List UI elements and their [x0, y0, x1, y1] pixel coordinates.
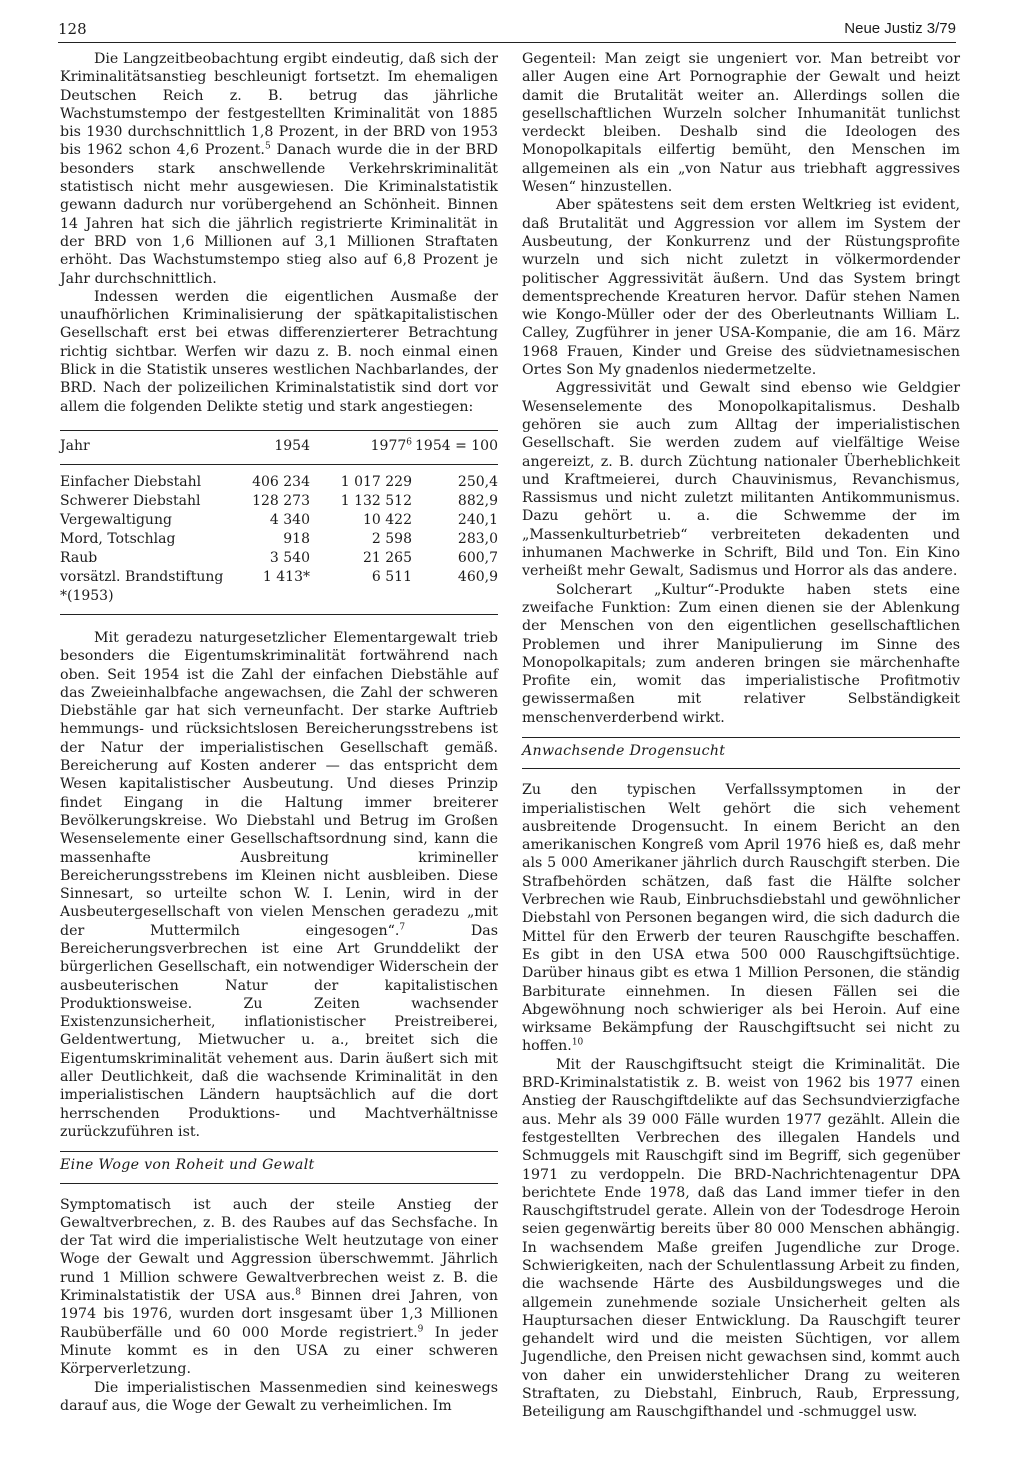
table-cell: 2 598	[371, 530, 412, 547]
table-row	[60, 568, 498, 587]
table-cell: 250,4	[457, 473, 498, 490]
table-note-row	[60, 587, 498, 614]
paragraph: Symptomatisch ist auch der steile Anstieg der Gewaltverbrechen, z. B. des Raubes auf das Sechsfache. In der Tat wird die imperialistische Welt heutzutage von einer Woge der Gewalt und Aggression überschwemmt. Jährlich rund 1 Million schwere Gewaltverbrechen weist z. B. die Kriminalstatistik der USA aus.$^8$ Binnen drei Jahren, von 1974 bis 1976, wurden dort insgesamt über 1,3 Millionen Raubüberfälle und 60 000 Morde registriert.$^9$ In jeder Minute kommt es in den USA zu einer schweren Körperverletzung.	[60, 1196, 498, 1378]
table-cell: 600,7	[457, 549, 498, 566]
paragraph: Die Langzeitbeobachtung ergibt eindeutig, daß sich der Kriminalitätsanstieg beschleunigt fortsetzt. Im ehemaligen Deutschen Reich z. B. betrug das jährliche Wachstumstempo der festgestellten Kriminalität von 1885 bis 1930 durchschnittlich 1,8 Prozent, in der BRD von 1953 bis 1962 schon 4,6 Prozent.$^5$ Danach wurde die in der BRD besonders stark anschwellende Verkehrskriminalität statistisch nicht mehr ausgewiesen. Die Kriminalstatistik gewann dadurch nur vorübergehend an Schönheit. Binnen 14 Jahren hat sich die jährlich registrierte Kriminalität in der BRD von 1,6 Millionen auf 3,1 Millionen Straftaten erhöht. Das Wachstumstempo stieg also auf 6,8 Prozent je Jahr durchschnittlich.	[60, 51, 498, 287]
page-number: 128	[58, 20, 87, 38]
table-cell: 882,9	[457, 492, 498, 509]
page-header	[58, 14, 956, 43]
paragraph: Solcherart „Kultur“-Produkte haben stets eine zweifache Funktion: Zum einen dienen sie der Ablenkung der Menschen von den eigentlichen gesellschaftlichen Problemen und ihrer Manipulierung im Sinne des Monopolkapitals; zum anderen bringen sie märchenhafte Profite ein, womit das imperialistische Profitmotiv gewissermaßen mit relativer Selbständigkeit menschenverderbend wirkt.	[522, 581, 960, 726]
table-cell: 6 511	[371, 568, 412, 585]
paragraph: Mit der Rauschgiftsucht steigt die Kriminalität. Die BRD-Kriminalstatistik z. B. weist von 1962 bis 1977 einen Anstieg der Rauschgiftdelikte auf das Sechsundvierzigfache aus. Mehr als 39 000 Fälle wurden 1977 gezählt. Allein die festgestellten Verbrechen des illegalen Handels und Schmuggels mit Rauschgift sind im Begriff, sich gegenüber 1971 zu verdoppeln. Die BRD-Nachrichtenagentur DPA berichtete Ende 1978, daß das Land immer tiefer in den Rauschgiftstrudel gerate. Allein von der Todesdroge Heroin seien gegenwärtig bereits über 80 000 Menschen abhängig. In wachsendem Maße greifen Jugendliche zur Droge. Schwierigkeiten, nach der Schulentlassung Arbeit zu finden, die wachsende Härte des Ausbildungsweges und die allgemein zunehmende soziale Unsicherheit gelten als Hauptursachen dieser Entwicklung. Da Rauschgift teurer gehandelt wird und die meisten Süchtigen, vor allem Jugendliche, den Preisen nicht gewachsen sind, kommt auch von daher ein unwiderstehlicher Drang zu weiteren Straftaten, zu Diebstahl, Einbruch, Raub, Erpressung, Beteiligung am Rauschgifthandel und -schmuggel usw.	[522, 1056, 960, 1421]
footnote-ref: 8	[295, 1287, 301, 1298]
table-cell: 406 234	[252, 473, 310, 490]
table-cell: 460,9	[457, 568, 498, 585]
table-row	[60, 492, 498, 511]
table-cell: 128 273	[252, 492, 310, 509]
table-row	[60, 530, 498, 549]
section-heading: Eine Woge von Roheit und Gewalt	[60, 1151, 498, 1183]
table-cell: 1 132 512	[340, 492, 412, 509]
table-cell: 10 422	[363, 511, 412, 528]
table-cell: 4 340	[269, 511, 310, 528]
table-header-cell: Jahr	[60, 437, 90, 454]
table-cell: vorsätzl. Brandstiftung	[60, 568, 224, 585]
table-cell: Raub	[60, 549, 98, 566]
left-column	[60, 50, 498, 1415]
paragraph: Aber spätestens seit dem ersten Weltkrieg ist evident, daß Brutalität und Aggression vor allem im System der Ausbeutung, der Konkurrenz und der Rüstungsprofite wurzeln und sich nicht zuletzt in völkermordender politischer Aggressivität äußern. Und das System bringt dementsprechende Kreaturen hervor. Dafür stehen Namen wie Kongo-Müller oder der des Oberleutnants William L. Calley, Zugführer in jener USA-Kompanie, die am 16. März 1968 Frauen, Kinder und Greise des südvietnamesischen Ortes Son My gnadenlos niedermetzelte.	[522, 197, 960, 379]
table-header-row	[60, 431, 498, 465]
paragraph: Die imperialistischen Massenmedien sind keineswegs darauf aus, die Woge der Gewalt zu verheimlichen. Im	[60, 1379, 498, 1414]
table-cell: 240,1	[457, 511, 498, 528]
crime-statistics-table	[60, 430, 498, 615]
paragraph: Gegenteil: Man zeigt sie ungeniert vor. Man betreibt vor aller Augen eine Art Pornographie der Gewalt und heizt damit die Brutalität weiter an. Allerdings sollen die gesellschaftlichen Wurzeln solcher Inhumanität tunlichst verdeckt bleiben. Deshalb sind die Ideologen des Monopolkapitals eilfertig bemüht, den Menschen im allgemeinen als ein „von Natur aus triebhaft aggressives Wesen“ hinzustellen.	[522, 51, 960, 196]
table-header-cell: 1954 = 100	[415, 437, 498, 454]
table-row	[60, 473, 498, 492]
table-cell: 283,0	[457, 530, 498, 547]
table-cell: 3 540	[269, 549, 310, 566]
right-column	[522, 50, 960, 1422]
table-cell: Vergewaltigung	[60, 511, 172, 528]
footnote-ref: 9	[417, 1323, 424, 1334]
paragraph: Aggressivität und Gewalt sind ebenso wie Geldgier Wesenselemente des Monopolkapitalismus. Deshalb gehören sie auch zum Alltag der imperialistischen Gesellschaft. Sie werden zudem auf vielfältige Weise angereizt, z. B. durch Züchtung nationaler Überheblichkeit und Kraftmeierei, durch Chauvinismus, Revanchismus, Rassismus und nicht zuletzt militanten Antikommunismus. Dazu gehört u. a. die Schwemme der im „Massenkulturbetrieb“ verbreiteten dekadenten und inhumanen Machwerke in Schrift, Bild und Ton. Ein Kino verheißt mehr Gewalt, Sadismus und Horror als das andere.	[522, 380, 960, 580]
table-cell: Einfacher Diebstahl	[60, 473, 202, 490]
table-note: *(1953)	[60, 587, 114, 604]
table-cell: 21 265	[363, 549, 412, 566]
footnote-ref: 10	[571, 1037, 584, 1048]
section-heading: Anwachsende Drogensucht	[522, 737, 960, 769]
table-cell: Schwerer Diebstahl	[60, 492, 201, 509]
paragraph: Zu den typischen Verfallssymptomen in der imperialistischen Welt gehört die sich vehement ausbreitende Drogensucht. In einem Bericht an den amerikanischen Kongreß vom April 1976 hieß es, daß mehr als 5 000 Amerikaner jährlich durch Rauschgift sterben. Die Strafbehörden schätzen, daß fast die Hälfte solcher Verbrechen wie Raub, Einbruchsdiebstahl und gewöhnlicher Diebstahl von Personen begangen wird, die sich dadurch die Mittel für den Erwerb der teuren Rauschgifte beschaffen. Es gibt in den USA etwa 500 000 Rauschgiftsüchtige. Darüber hinaus gibt es etwa 1 Million Personen, die ständig Barbiturate einnehmen. In diesen Fällen sei die Abgewöhnung noch schwieriger als bei Heroin. Auf eine wirksame Bekämpfung der Rauschgiftsucht sei nicht zu hoffen.$^{10}$	[522, 782, 960, 1055]
paragraph: Mit geradezu naturgesetzlicher Elementargewalt trieb besonders die Eigentumskriminalität fortwährend nach oben. Seit 1954 ist die Zahl der einfachen Diebstähle auf das Zweieinhalbfache angewachsen, die Zahl der schweren Diebstähle gar hat sich verneunfacht. Der starke Auftrieb hemmungs- und rücksichtslosen Bereicherungsstrebens ist der Natur der imperialistischen Gesellschaft gemäß. Bereicherung auf Kosten anderer — das entspricht dem Wesen kapitalistischer Ausbeutung. Und dieses Prinzip findet Eingang in die Haltung immer breiterer Bevölkerungskreise. Wo Diebstahl und Betrug im Großen Wesenselemente einer Gesellschaftsordnung sind, kann die massenhafte Ausbreitung krimineller Bereicherungsstrebens im Kleinen nicht ausbleiben. Diese Sinnesart, so urteilte schon W. I. Lenin, wird in der Ausbeutergesellschaft von vielen Menschen geradezu „mit der Muttermilch eingesogen“.$^7$ Das Bereicherungsverbrechen ist eine Art Grunddelikt der bürgerlichen Gesellschaft, ein notwendiger Widerschein der ausbeuterischen Natur der kapitalistischen Produktionsweise. Zu Zeiten wachsender Existenzunsicherheit, inflationistischer Preistreiberei, Geldentwertung, Mietwucher u. a., breitet sich die Eigentumskriminalität vehement aus. Darin äußert sich mit aller Deutlichkeit, daß die wachsende Kriminalität in den imperialistischen Ländern hauptsächlich auf die dort herrschenden Produktions- und Machtverhältnisse zurückzuführen ist.	[60, 629, 498, 1140]
table-cell: 918	[283, 530, 310, 547]
footnote-ref: 6	[406, 437, 412, 448]
journal-issue: Neue Justiz 3/79	[844, 20, 956, 37]
table-header-cell: 1954	[274, 437, 310, 454]
table-row	[60, 511, 498, 530]
table-row	[60, 549, 498, 568]
table-header-cell: 1977$^6$	[370, 437, 412, 454]
footnote-ref: 5	[264, 141, 271, 152]
table-cell: 1 017 229	[340, 473, 412, 490]
table-cell: Mord, Totschlag	[60, 530, 176, 547]
table-cell: 1 413*	[262, 568, 310, 585]
footnote-ref: 7	[399, 921, 406, 932]
paragraph: Indessen werden die eigentlichen Ausmaße der unaufhörlichen Kriminalisierung der spätkapitalistischen Gesellschaft erst bei etwas differenzierterer Betrachtung richtig sichtbar. Werfen wir dazu z. B. noch einmal einen Blick in die Statistik unseres westlichen Nachbarlandes, der BRD. Nach der polizeilichen Kriminalstatistik sind dort vor allem die folgenden Delikte stetig und stark angestiegen:	[60, 288, 498, 415]
